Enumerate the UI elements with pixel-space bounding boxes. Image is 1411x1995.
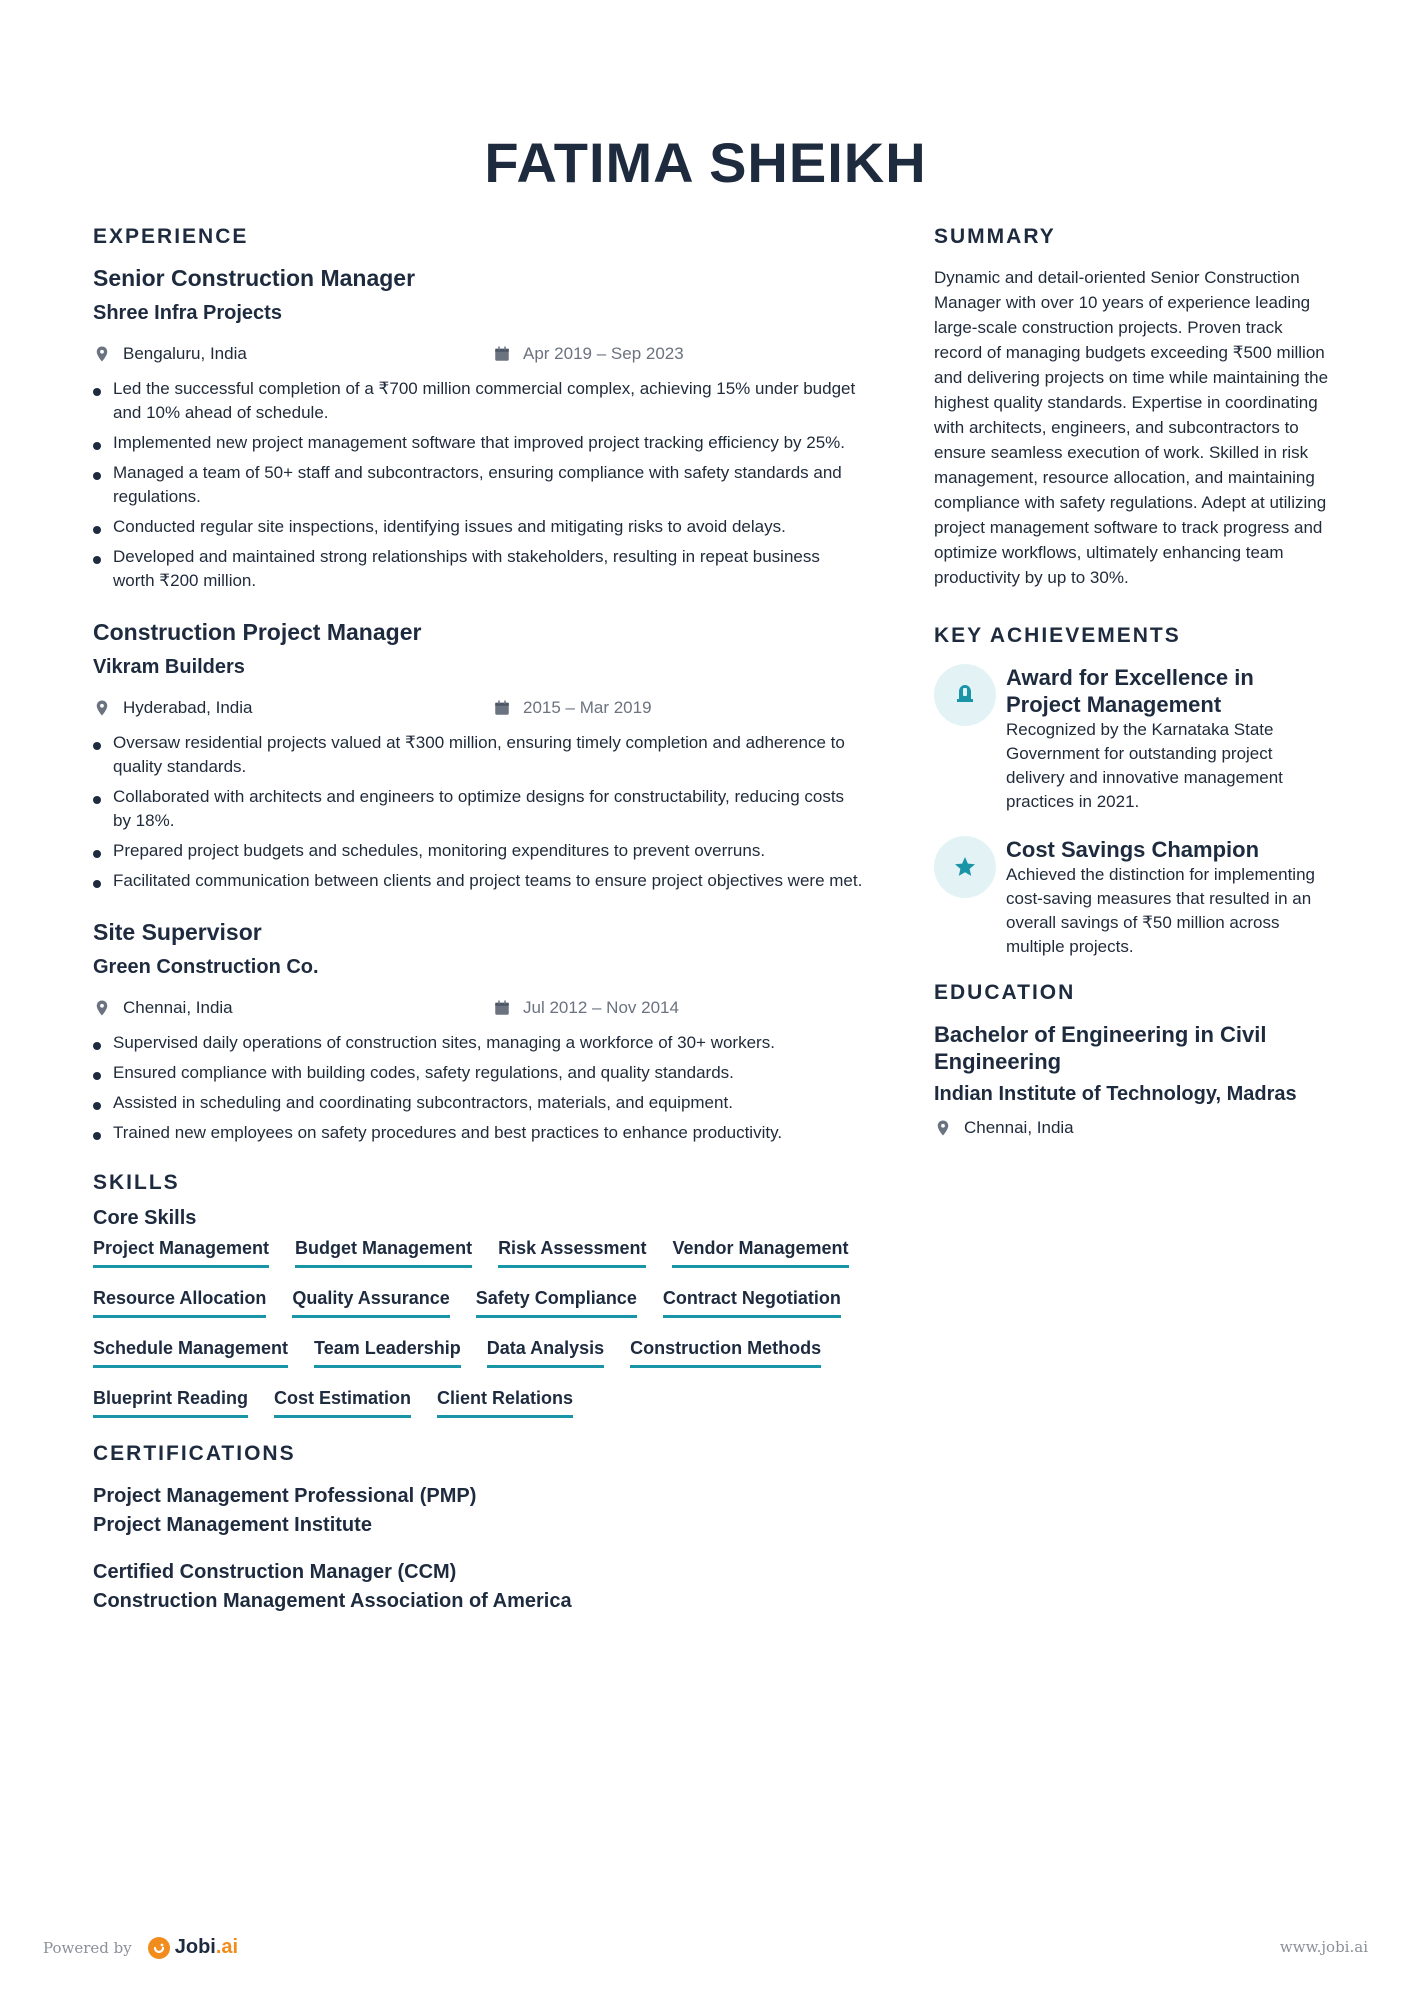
job-bullet: Ensured compliance with building codes, safety regulations, and quality standards. [93,1061,863,1085]
job-entry [93,919,863,1145]
location-pin-icon [93,344,111,364]
job-meta [93,343,863,365]
job-bullet: Supervised daily operations of construction sites, managing a workforce of 30+ workers. [93,1031,863,1055]
job-title: Construction Project Manager [93,619,422,645]
job-title: Senior Construction Manager [93,265,416,291]
jobi-logo-icon [148,1937,170,1959]
skill-tag: Client Relations [437,1388,573,1418]
summary-section [934,225,1334,590]
achievements-section [934,624,1334,959]
skill-tag: Construction Methods [630,1338,821,1368]
skill-tag: Resource Allocation [93,1288,266,1318]
job-bullet: Assisted in scheduling and coordinating subcontractors, materials, and equipment. [93,1091,863,1115]
hard-hat-icon [934,664,996,726]
achievement-title: Award for Excellence in Project Management [1006,665,1254,717]
job-bullets [93,377,863,593]
summary-heading: SUMMARY [934,225,1056,248]
location-pin-icon [934,1118,952,1138]
job-bullet: Developed and maintained strong relationships with stakeholders, resulting in repeat business worth ₹200 million. [93,545,863,593]
skill-tag: Cost Estimation [274,1388,411,1418]
skill-tag: Schedule Management [93,1338,288,1368]
job-meta [93,997,863,1019]
skill-tag: Quality Assurance [292,1288,449,1318]
achievement-description: Recognized by the Karnataka State Government for outstanding project delivery and innovative management practices in 2021. [1006,720,1283,811]
left-column [93,225,863,1634]
achievement-title: Cost Savings Champion [1006,837,1260,862]
job-bullet: Trained new employees on safety procedures and best practices to enhance productivity. [93,1121,863,1145]
skills-list [93,1238,863,1418]
education-heading: EDUCATION [934,981,1076,1004]
skill-tag: Project Management [93,1238,269,1268]
achievement-description: Achieved the distinction for implementing cost-saving measures that resulted in an overall savings of ₹50 million across multiple projects. [1006,865,1315,956]
right-column [934,225,1334,1138]
job-bullet: Collaborated with architects and engineers to optimize designs for constructability, reducing costs by 18%. [93,785,863,833]
certification-name: Project Management Professional (PMP) [93,1485,477,1507]
job-company: Shree Infra Projects [93,302,282,324]
job-location: Hyderabad, India [123,698,253,717]
job-dates: 2015 – Mar 2019 [523,698,652,717]
calendar-icon [493,999,511,1017]
job-dates: Apr 2019 – Sep 2023 [523,344,684,363]
skill-tag: Risk Assessment [498,1238,646,1268]
calendar-icon [493,699,511,717]
skills-heading: SKILLS [93,1171,180,1194]
achievements-heading: KEY ACHIEVEMENTS [934,624,1181,647]
job-bullet: Facilitated communication between clients and project teams to ensure project objectives were met. [93,869,863,893]
job-company: Green Construction Co. [93,956,319,978]
location-pin-icon [93,698,111,718]
skill-tag: Budget Management [295,1238,472,1268]
skill-tag: Contract Negotiation [663,1288,841,1318]
achievement-item [934,664,1334,814]
certification-entry [93,1482,863,1540]
job-dates: Jul 2012 – Nov 2014 [523,998,679,1017]
school-name: Indian Institute of Technology, Madras [934,1083,1297,1105]
footer-url-link[interactable]: www.jobi.ai [1279,1938,1368,1956]
experience-heading: EXPERIENCE [93,225,249,248]
job-location: Bengaluru, India [123,344,247,363]
skill-tag: Data Analysis [487,1338,604,1368]
job-bullet: Led the successful completion of a ₹700 million commercial complex, achieving 15% under budget and 10% ahead of schedule. [93,377,863,425]
job-bullets [93,1031,863,1145]
certification-issuer: Project Management Institute [93,1514,372,1536]
jobi-logo-text[interactable]: Jobi.ai [174,1936,239,1958]
skill-tag: Team Leadership [314,1338,461,1368]
certification-name: Certified Construction Manager (CCM) [93,1561,457,1583]
skills-section [93,1171,863,1418]
location-pin-icon [93,998,111,1018]
education-location-row [934,1118,1334,1138]
core-skills-label: Core Skills [93,1207,197,1229]
powered-by-footer [43,1936,238,1959]
powered-by-label: Powered by [43,1938,132,1957]
education-location: Chennai, India [964,1118,1074,1137]
job-bullet: Oversaw residential projects valued at ₹300 million, ensuring timely completion and adherence to quality standards. [93,731,863,779]
degree-title: Bachelor of Engineering in Civil Engineering [934,1022,1267,1074]
calendar-icon [493,345,511,363]
skill-tag: Vendor Management [672,1238,848,1268]
certification-entry [93,1558,863,1616]
job-bullet: Managed a team of 50+ staff and subcontractors, ensuring compliance with safety standards and regulations. [93,461,863,509]
education-section [934,981,1334,1138]
job-bullet: Implemented new project management software that improved project tracking efficiency by 25%. [93,431,863,455]
certification-issuer: Construction Management Association of America [93,1590,572,1612]
summary-text: Dynamic and detail-oriented Senior Construction Manager with over 10 years of experience leading large-scale construction projects. Proven track record of managing budgets exceeding ₹500 million and delivering projects on time while maintaining the highest quality standards. Expertise in coordinating with architects, engineers, and subcontractors to ensure seamless execution of work. Skilled in risk management, resource allocation, and maintaining compliance with safety regulations. Adept at utilizing project management software to track progress and optimize workflows, ultimately enhancing team productivity by up to 30%. [934,268,1329,587]
job-entry [93,619,863,893]
skill-tag: Blueprint Reading [93,1388,248,1418]
job-entry [93,265,863,593]
certifications-heading: CERTIFICATIONS [93,1442,296,1465]
job-title: Site Supervisor [93,919,262,945]
job-bullets [93,731,863,893]
job-location: Chennai, India [123,998,233,1017]
achievement-item [934,836,1334,959]
skill-tag: Safety Compliance [476,1288,637,1318]
certifications-section [93,1442,863,1616]
job-meta [93,697,863,719]
job-company: Vikram Builders [93,656,245,678]
star-icon [934,836,996,898]
experience-section [93,225,863,1145]
job-bullet: Prepared project budgets and schedules, monitoring expenditures to prevent overruns. [93,839,863,863]
job-bullet: Conducted regular site inspections, identifying issues and mitigating risks to avoid delays. [93,515,863,539]
candidate-name: FATIMA SHEIKH [484,131,927,194]
